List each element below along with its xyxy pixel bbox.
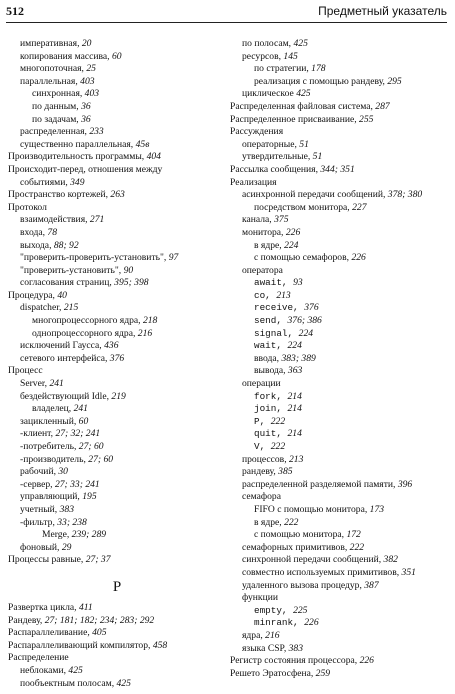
page-reference: 51 (299, 138, 309, 150)
index-term: по стратегии, (254, 63, 312, 75)
index-term: копирования массива, (20, 50, 112, 62)
index-term: согласования страниц, (20, 277, 115, 289)
index-term: Протокол (8, 201, 47, 213)
index-term: receive, (254, 302, 305, 314)
index-term: minrank, (254, 617, 305, 629)
index-entry (230, 51, 452, 64)
page-reference: 145 (283, 50, 298, 62)
page-reference: 25 (86, 63, 96, 75)
index-term: по полосам, (242, 38, 294, 49)
index-entry (230, 643, 452, 656)
index-term: join, (254, 403, 288, 415)
index-entry (8, 678, 226, 691)
page-reference: 396 (397, 478, 413, 490)
index-entry (8, 202, 226, 215)
index-term: взаимодействия, (20, 214, 90, 226)
index-term: Решето Эратосфена, (230, 667, 316, 679)
index-term: исключений Гаусса, (20, 340, 105, 352)
index-column-left (8, 38, 226, 690)
index-entry (230, 365, 452, 378)
index-entry (8, 252, 226, 265)
index-entry (8, 504, 226, 517)
index-entry (8, 416, 226, 429)
index-entry (8, 76, 226, 89)
index-entry (8, 542, 226, 555)
index-entry (230, 277, 452, 290)
index-entry (8, 290, 226, 303)
index-term: однопроцессорного ядра, (32, 327, 138, 339)
index-term: Пространство кортежей, (8, 189, 111, 201)
index-entry (8, 340, 226, 353)
index-term: синхронная, (32, 88, 85, 100)
index-term: fork, (254, 390, 288, 402)
index-entry (230, 542, 452, 555)
page-reference: 27; 33; 241 (54, 478, 100, 490)
page-reference: 233 (89, 126, 104, 138)
page-reference: 214 (287, 390, 302, 402)
index-entry (230, 151, 452, 164)
page-reference: 60 (111, 50, 122, 62)
index-entry (230, 580, 452, 593)
page-header (6, 4, 447, 23)
page-reference: 93 (293, 277, 303, 289)
index-term: учетный, (20, 503, 60, 515)
page-reference: 226 (359, 655, 374, 667)
index-entry (230, 491, 452, 504)
index-term: "проверить-установить", (20, 264, 124, 276)
page-reference: 216 (265, 629, 280, 641)
index-entry (230, 378, 452, 391)
index-term: синхронной передачи сообщений, (242, 554, 384, 566)
page-reference: 349 (70, 176, 85, 188)
page-reference: 405 (92, 627, 107, 639)
index-term: V, (254, 441, 271, 452)
index-term: Реализация (230, 176, 277, 188)
index-entry (230, 529, 452, 542)
index-term: многопоточная, (20, 63, 87, 75)
index-entry (8, 265, 226, 278)
index-term: Merge, (42, 529, 72, 541)
page-reference: 404 (146, 151, 161, 163)
index-entry (8, 378, 226, 391)
index-entry (8, 164, 226, 177)
index-entry (8, 554, 226, 567)
index-term: входа, (20, 226, 48, 238)
page-reference: 351 (401, 566, 416, 578)
index-term: ядра, (242, 629, 266, 641)
index-term: по задачам, (32, 113, 82, 125)
index-entry (8, 315, 226, 328)
page-reference: 425 (68, 664, 83, 676)
index-term: Процессы равные, (8, 554, 86, 566)
index-term: операции (242, 378, 281, 390)
index-term: в ядре, (254, 516, 285, 528)
index-entry (8, 615, 226, 628)
page-reference: 90 (123, 264, 134, 276)
index-term: рабочий, (20, 466, 59, 478)
page-reference: 219 (111, 390, 126, 402)
index-entry (230, 126, 452, 139)
index-entry (230, 605, 452, 618)
index-term: канала, (242, 214, 275, 226)
page-reference: 27; 181; 182; 234; 283; 292 (44, 614, 155, 626)
page-reference: 36 (81, 113, 91, 125)
page-reference: 51 (312, 151, 323, 163)
index-term: -фильтр, (20, 516, 58, 528)
index-term: signal, (254, 327, 299, 339)
index-entry (230, 240, 452, 253)
page-reference: 226 (351, 252, 366, 264)
index-term: quit, (254, 428, 288, 440)
page-reference: 403 (84, 88, 100, 100)
index-entry (230, 315, 452, 328)
index-entry (230, 466, 452, 479)
index-term: императивная, (20, 38, 82, 49)
index-term: зацикленный, (20, 415, 79, 427)
index-term: dispatcher, (20, 302, 64, 314)
index-term: владелец, (32, 403, 74, 415)
index-term: Процедура, (8, 289, 58, 301)
page-reference: 403 (80, 75, 95, 87)
index-term: Рандеву, (8, 614, 45, 626)
index-entry (8, 139, 226, 152)
index-entry (230, 428, 452, 441)
index-term: семафорных примитивов, (242, 541, 350, 553)
index-entry (230, 353, 452, 366)
page-reference: 425 (293, 38, 308, 49)
page-reference: 378; 380 (387, 189, 423, 201)
page-reference: 27; 37 (85, 554, 111, 566)
index-entry (8, 177, 226, 190)
page-reference: 383 (288, 642, 304, 654)
index-entry (8, 652, 226, 665)
index-term: процессов, (242, 453, 289, 465)
index-term: ввода, (254, 352, 282, 364)
index-entry (230, 177, 452, 190)
section-letter: Р (112, 578, 122, 595)
page-reference: 383; 389 (281, 352, 316, 364)
page-reference: 425 (116, 677, 131, 689)
page-reference: 385 (278, 466, 293, 478)
page-reference: 173 (369, 503, 385, 515)
index-entries-left (8, 38, 226, 567)
index-entry (230, 340, 452, 353)
page-reference: 295 (387, 75, 402, 87)
page-reference: 178 (311, 63, 326, 75)
page-reference: 425 (296, 88, 311, 100)
index-entry (230, 214, 452, 227)
index-entry (8, 353, 226, 366)
page-reference: 376 (109, 352, 125, 364)
index-term: утвердительные, (242, 151, 313, 163)
index-term: Развертка цикла, (8, 601, 79, 613)
page-reference: 88; 92 (53, 239, 79, 251)
page-reference: 222 (270, 415, 286, 427)
page-reference: 172 (346, 529, 361, 541)
page-reference: 224 (298, 327, 314, 339)
page-reference: 376; 386 (287, 315, 322, 327)
page-reference: 36 (81, 100, 91, 112)
index-term: Рассуждения (230, 126, 284, 138)
index-entry (8, 602, 226, 615)
index-entry (230, 101, 452, 114)
index-term: Распределенная файловая система, (230, 100, 376, 112)
index-term: Регистр состояния процессора, (230, 655, 360, 667)
page-reference: 20 (81, 38, 92, 49)
running-title: Предметный указатель (318, 4, 447, 18)
index-entry (8, 466, 226, 479)
page-reference: 218 (142, 315, 158, 327)
index-term: вывода, (254, 365, 288, 377)
index-entry (8, 214, 226, 227)
page-number: 512 (6, 4, 24, 18)
index-entry (230, 88, 452, 101)
page-reference: 216 (137, 327, 153, 339)
page-reference: 97 (168, 252, 179, 264)
page-reference: 222 (349, 541, 365, 553)
page-reference: 27; 60 (88, 453, 114, 465)
index-term: распределенная, (20, 126, 90, 138)
page-reference: 29 (61, 541, 72, 553)
index-entry (8, 428, 226, 441)
page-reference: 239; 289 (71, 529, 107, 541)
index-entry (230, 391, 452, 404)
index-term: событиями, (20, 176, 71, 188)
page-reference: 436 (104, 340, 119, 352)
index-entries-right (230, 38, 452, 680)
page-reference: 214 (287, 403, 302, 415)
page-reference: 271 (89, 214, 105, 226)
index-entry (230, 592, 452, 605)
index-term: удаленного вызова процедур, (242, 579, 365, 591)
index-entry (230, 668, 452, 681)
index-term: бездействующий Idle, (20, 390, 112, 402)
index-term: Происходит-перед, отношения между (8, 163, 163, 175)
index-column-right (230, 38, 452, 680)
index-term: Процесс (8, 365, 43, 377)
index-term: распределенной разделяемой памяти, (242, 478, 398, 490)
index-term: параллельная, (20, 75, 81, 87)
page-reference: 214 (287, 428, 302, 440)
index-entry (230, 139, 452, 152)
index-entry (230, 202, 452, 215)
index-term: Распараллеливание, (8, 627, 93, 639)
page-reference: 387 (364, 579, 379, 591)
index-term: асинхронной передачи сообщений, (242, 189, 388, 201)
index-entry (230, 328, 452, 341)
page-reference: 33; 238 (57, 516, 87, 528)
page-reference: 30 (58, 466, 68, 478)
page-reference: 263 (110, 189, 125, 201)
page-reference: 224 (287, 340, 302, 352)
index-term: -клиент, (20, 428, 56, 440)
index-term: P, (254, 415, 271, 427)
index-term: ресурсов, (242, 50, 284, 62)
page-reference: 215 (63, 302, 79, 314)
index-entry (230, 38, 452, 51)
page-reference: 78 (47, 226, 58, 238)
index-entry (230, 554, 452, 567)
index-entry (8, 63, 226, 76)
page-reference: 225 (293, 604, 308, 616)
index-term: Распределение (8, 652, 69, 664)
page-reference: 213 (276, 289, 291, 301)
page-reference: 224 (284, 239, 299, 251)
index-entry (230, 567, 452, 580)
index-entry (8, 126, 226, 139)
index-entry (230, 227, 452, 240)
index-term: управляющий, (20, 491, 83, 503)
page-reference: 226 (304, 617, 319, 629)
index-entry (8, 227, 226, 240)
index-entry (230, 76, 452, 89)
page-reference: 241 (49, 378, 64, 390)
index-entry (230, 114, 452, 127)
page-reference: 45в (135, 138, 150, 150)
page-reference: 222 (284, 516, 299, 528)
index-entry (230, 63, 452, 76)
index-term: co, (254, 289, 277, 301)
page-reference: 213 (289, 453, 304, 465)
index-entry (8, 640, 226, 653)
index-term: -потребитель, (20, 441, 79, 452)
index-entry (230, 517, 452, 530)
index-term: с помощью семафоров, (254, 252, 352, 264)
index-entry (8, 240, 226, 253)
page-reference: 40 (57, 289, 67, 301)
index-term: Рассылка сообщения, (230, 163, 321, 175)
index-term: FIFO с помощью монитора, (254, 503, 370, 515)
index-entry (230, 655, 452, 668)
page-reference: 27; 60 (78, 441, 104, 452)
index-entry (8, 114, 226, 127)
page-reference: 287 (375, 100, 390, 112)
index-entry (8, 302, 226, 315)
index-term: многопроцессорного ядра, (32, 315, 143, 327)
index-entry (230, 252, 452, 265)
index-entry (8, 665, 226, 678)
index-entry (230, 441, 452, 454)
index-entry (8, 627, 226, 640)
page-reference: 27; 32; 241 (55, 428, 101, 440)
index-term: Производительность программы, (8, 151, 147, 163)
page-reference: 376 (304, 302, 319, 314)
index-term: семафора (242, 491, 281, 503)
index-term: фоновый, (20, 541, 62, 553)
page-reference: 226 (285, 226, 301, 238)
page-reference: 383 (59, 503, 74, 515)
index-entries-left-after (8, 602, 226, 690)
page-reference: 382 (383, 554, 398, 566)
index-entry (230, 403, 452, 416)
index-entry (230, 504, 452, 517)
index-term: рандеву, (242, 466, 279, 478)
index-entry (230, 617, 452, 630)
index-entry (230, 189, 452, 202)
index-entry (230, 479, 452, 492)
index-term: пообъектным полосам, (20, 677, 117, 689)
index-term: циклическое (242, 88, 297, 100)
index-term: монитора, (242, 226, 286, 238)
page-reference: 241 (73, 403, 88, 415)
page-reference: 255 (359, 113, 374, 125)
index-term: сетевого интерфейса, (20, 352, 110, 364)
index-entry (8, 189, 226, 202)
index-entry (8, 391, 226, 404)
index-entry (8, 101, 226, 114)
index-entry (8, 88, 226, 101)
index-term: по данным, (32, 100, 82, 112)
index-entry (8, 403, 226, 416)
index-entry (8, 529, 226, 542)
index-entry (8, 454, 226, 467)
index-entry (230, 265, 452, 278)
index-entry (8, 479, 226, 492)
index-entry (8, 277, 226, 290)
index-entry (8, 151, 226, 164)
index-term: существенно параллельная, (20, 138, 136, 150)
index-entry (8, 328, 226, 341)
index-term: -производитель, (20, 453, 89, 465)
index-term: -сервер, (20, 478, 55, 490)
index-entry (8, 365, 226, 378)
index-entry (8, 441, 226, 454)
page-reference: 222 (270, 441, 286, 452)
index-term: операторные, (242, 138, 300, 150)
page-reference: 395; 398 (114, 277, 149, 289)
index-entry (230, 416, 452, 429)
index-entry (230, 630, 452, 643)
index-term: send, (254, 315, 288, 327)
index-term: с помощью монитора, (254, 529, 347, 541)
page-reference: 411 (78, 601, 93, 613)
page-reference: 363 (287, 365, 303, 377)
page-reference: 375 (274, 214, 289, 226)
index-entry (8, 51, 226, 64)
index-term: Server, (20, 378, 50, 390)
page-reference: 344; 351 (320, 163, 355, 175)
index-term: Распараллеливающий компилятор, (8, 639, 153, 651)
index-term: языка CSP, (242, 642, 289, 654)
index-entry (230, 164, 452, 177)
index-term: реализация с помощью рандеву, (254, 75, 388, 87)
index-term: в ядре, (254, 239, 285, 251)
index-term: посредством мониторa, (254, 201, 353, 213)
page-reference: 227 (352, 201, 367, 213)
page-reference: 458 (152, 639, 168, 651)
index-term: empty, (254, 604, 294, 616)
index-entry (230, 302, 452, 315)
index-entry (8, 38, 226, 51)
index-term: функции (242, 592, 278, 604)
page-reference: 60 (78, 415, 89, 427)
index-entry (230, 290, 452, 303)
index-term: оператора (242, 264, 283, 276)
index-term: Распределенное присваивание, (230, 113, 360, 125)
index-term: "проверить-проверить-установить", (20, 252, 169, 264)
index-term: wait, (254, 340, 288, 352)
index-term: await, (254, 277, 294, 289)
page-reference: 259 (315, 667, 331, 679)
index-term: совместно используемых примитивов, (242, 566, 402, 578)
page-reference: 195 (82, 491, 97, 503)
index-term: неблоками, (20, 664, 69, 676)
index-term: выхода, (20, 239, 54, 251)
index-entry (8, 491, 226, 504)
index-entry (230, 454, 452, 467)
index-entry (8, 517, 226, 530)
